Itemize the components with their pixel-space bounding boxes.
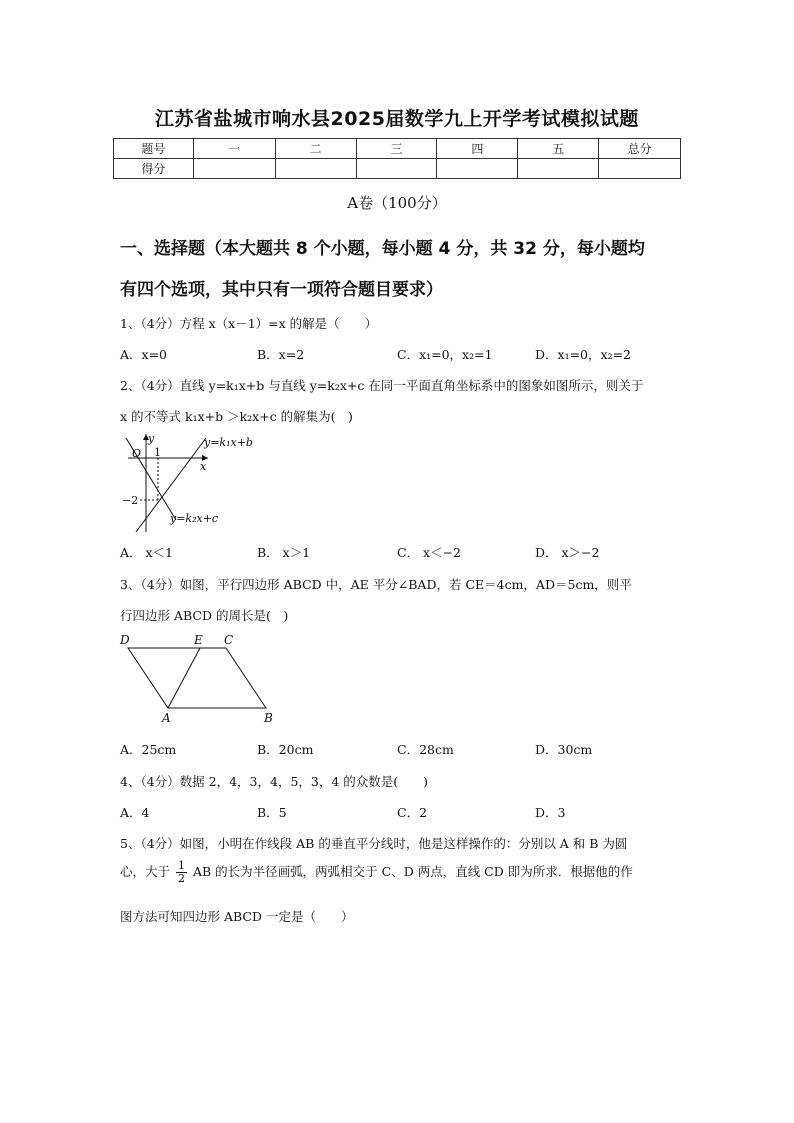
vertex-e-label: E (194, 633, 203, 647)
x-axis-label: x (200, 460, 207, 473)
score-table-score-row (114, 159, 681, 179)
q3-option-b: B．20cm (257, 742, 314, 757)
line-k1-label: y=k₁x+b (204, 436, 253, 449)
q3-option-c: C．28cm (397, 742, 454, 757)
q1-option-d: D．x₁=0，x₂=2 (535, 347, 631, 362)
q2-option-b: B． x＞1 (257, 545, 311, 560)
q2-option-c: C． x＜−2 (397, 545, 462, 560)
fraction-numerator: 1 (178, 859, 185, 872)
q3-stem-line1: 3、（4分）如图，平行四边形 ABCD 中，AE 平分∠BAD，若 CE＝4cm，AD＝5cm，则平 (120, 577, 632, 592)
q5-stem-line1: 5、（4分）如图，小明在作线段 AB 的垂直平分线时，他是这样操作的：分别以 A 和 B 为圆 (120, 836, 628, 851)
score-table (113, 138, 681, 179)
score-cell: 一 (193, 139, 275, 159)
part1-heading-line2: 有四个选项，其中只有一项符合题目要求） (120, 280, 443, 300)
vertex-a-label: A (162, 711, 171, 725)
fraction-denominator: 2 (178, 872, 185, 885)
q2-option-a: A． x＜1 (120, 545, 174, 560)
line-k2-label: y=k₂x+c (170, 512, 219, 525)
score-input-cell (518, 159, 599, 179)
q5-stem-line3: 图方法可知四边形 ABCD 一定是（ ） (120, 909, 354, 924)
q3-parallelogram-figure (116, 630, 286, 726)
fraction-one-half (176, 860, 187, 885)
q2-graph-figure (120, 428, 280, 536)
q4-option-b: B．5 (257, 805, 287, 820)
q4-stem: 4、（4分）数据 2，4，3，4，5，3，4 的众数是( ) (120, 774, 429, 789)
tick-one-label: 1 (154, 446, 161, 459)
q1-option-c: C．x₁=0，x₂=1 (397, 347, 493, 362)
vertex-b-label: B (264, 711, 273, 725)
parallelogram-abcd (128, 648, 266, 708)
q4-option-d: D．3 (535, 805, 566, 820)
score-cell: 得分 (114, 159, 194, 179)
q1-option-b: B．x=2 (257, 347, 305, 362)
q3-option-a: A．25cm (120, 742, 177, 757)
score-cell: 二 (275, 139, 356, 159)
page-title: 江苏省盐城市响水县2025届数学九上开学考试模拟试题 (155, 108, 639, 130)
segment-ae (168, 648, 200, 708)
y-axis-label: y (148, 432, 155, 445)
q1-option-a: A．x=0 (120, 347, 168, 362)
q2-stem-line2: x 的不等式 k₁x+b ＞k₂x+c 的解集为( ) (120, 409, 353, 424)
vertex-d-label: D (120, 633, 130, 647)
score-cell: 四 (437, 139, 518, 159)
tick-neg2-label: −2 (122, 494, 139, 507)
q1-stem: 1、（4分）方程 x（x－1）=x 的解是（ ） (120, 316, 378, 331)
q3-option-d: D．30cm (535, 742, 593, 757)
score-cell: 总分 (599, 139, 681, 159)
score-table-header-row (114, 139, 681, 159)
q5-stem-line2-end: AB 的长为半径画弧，两弧相交于 C、D 两点，直线 CD 即为所求．根据他的作 (192, 864, 633, 879)
score-cell: 题号 (114, 139, 194, 159)
section-a-heading: A卷（100分） (347, 194, 447, 212)
vertex-c-label: C (224, 633, 234, 647)
score-cell: 五 (518, 139, 599, 159)
score-input-cell (599, 159, 681, 179)
q3-stem-line2: 行四边形 ABCD 的周长是( ) (120, 608, 289, 623)
origin-label: O (132, 447, 142, 460)
q2-stem-line1: 2、（4分）直线 y=k₁x+b 与直线 y=k₂x+c 在同一平面直角坐标系中的图象如图所示，则关于 (120, 378, 644, 393)
score-input-cell (275, 159, 356, 179)
part1-heading-line1: 一、选择题（本大题共 8 个小题，每小题 4 分，共 32 分，每小题均 (120, 239, 645, 259)
score-cell: 三 (356, 139, 437, 159)
score-input-cell (356, 159, 437, 179)
q4-option-a: A．4 (120, 805, 150, 820)
q2-option-d: D． x＞−2 (535, 545, 600, 560)
q5-stem-line2 (120, 860, 633, 885)
score-input-cell (193, 159, 275, 179)
q4-option-c: C．2 (397, 805, 428, 820)
q5-stem-line2-start: 心，大于 (120, 864, 171, 879)
score-input-cell (437, 159, 518, 179)
